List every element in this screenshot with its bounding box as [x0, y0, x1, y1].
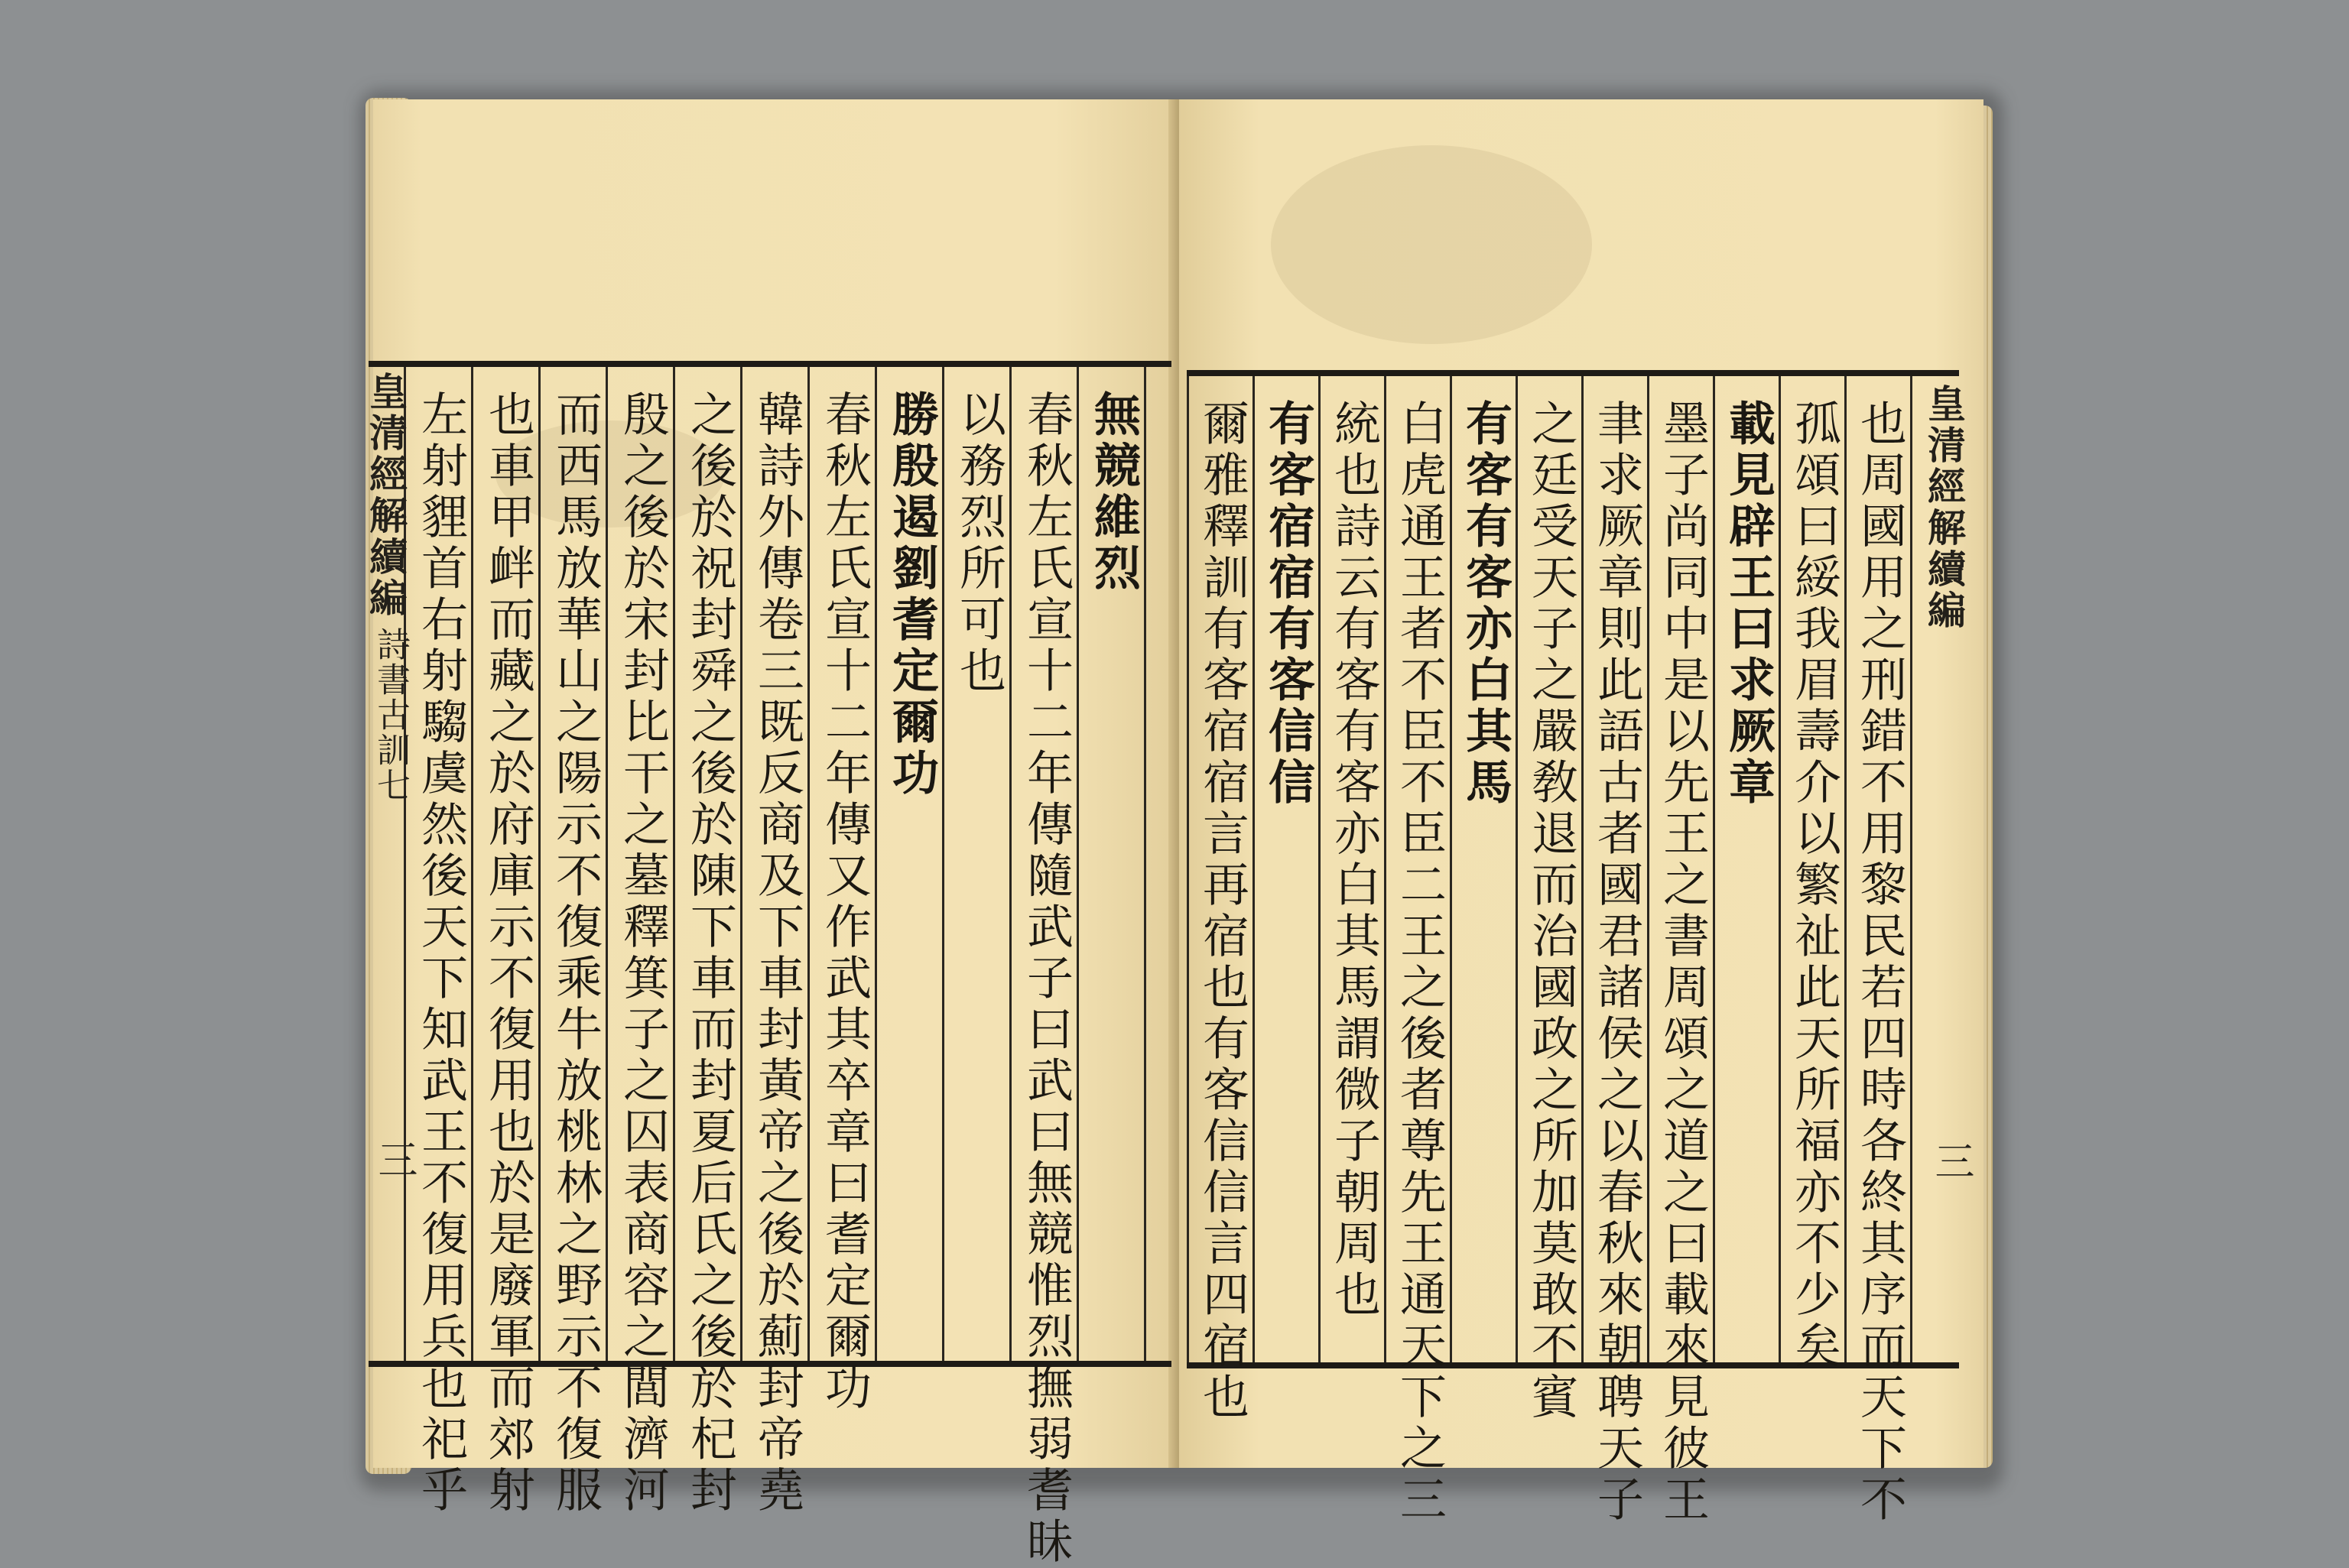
column-rule [1450, 376, 1452, 1362]
column-rule [1144, 367, 1146, 1361]
heading-column: 勝殷遏劉耆定爾功 [885, 390, 939, 800]
folio-number: 三 [1928, 1141, 1974, 1182]
column-rule [673, 367, 675, 1361]
text-column: 聿求厥章則此語古者國君諸侯之以春秋來朝聘天子 [1590, 399, 1644, 1526]
column-rule [538, 367, 541, 1361]
text-column: 白虎通王者不臣不臣二王之後者尊先王通天下之三 [1392, 399, 1447, 1526]
text-column: 也車甲衅而藏之於府庫示不復用也於是廢軍而郊射 [481, 390, 535, 1517]
heading-column: 無競維烈 [1087, 390, 1141, 595]
column-rule [807, 367, 810, 1361]
column-rule [1187, 376, 1189, 1362]
text-column: 墨子尚同中是以先王之書周頌之道之曰載來見彼王 [1655, 399, 1710, 1526]
column-rule [1077, 367, 1079, 1361]
folio-number: 三 [371, 1139, 417, 1180]
right-text-frame [1187, 370, 1974, 1526]
heading-column: 有客宿宿有客信信 [1261, 399, 1315, 809]
column-rule [1384, 376, 1386, 1362]
column-rule [1581, 376, 1584, 1362]
column-rule [1779, 376, 1781, 1362]
text-column: 之廷受天子之嚴敎退而治國政之所加莫敢不賓 [1524, 399, 1578, 1424]
column-rule [1844, 376, 1847, 1362]
text-column: 統也詩云有客有客亦白其馬謂微子朝周也 [1327, 399, 1381, 1321]
text-column: 之後於祝封舜之後於陳下車而封夏后氏之後於杞封 [683, 390, 737, 1517]
column-rule [1252, 376, 1255, 1362]
column-rule [606, 367, 608, 1361]
text-column: 春秋左氏宣十二年傳又作武其卒章曰耆定爾功 [817, 390, 872, 1414]
column-rule [1910, 376, 1912, 1362]
column-rule [875, 367, 877, 1361]
column-rule [471, 367, 473, 1361]
column-rule [1516, 376, 1518, 1362]
column-rule [740, 367, 742, 1361]
text-column: 以務烈所可也 [952, 390, 1006, 697]
margin-title: 皇清經解續編 [363, 372, 408, 619]
text-column: 殷之後於宋封比干之墓釋箕子之囚表商容之閭濟河 [616, 390, 670, 1517]
heading-column: 載見辟王曰求厥章 [1721, 399, 1776, 809]
text-column: 春秋左氏宣十二年傳隨武子曰武曰無競惟烈撫弱耆昧 [1019, 390, 1074, 1568]
column-rule [1647, 376, 1649, 1362]
bleed-through [1271, 145, 1592, 344]
heading-column: 有客有客亦白其馬 [1458, 399, 1512, 809]
text-column: 韓詩外傳卷三既反商及下車封黃帝之後於薊封帝堯 [750, 390, 804, 1517]
text-column: 孤頌曰綏我眉壽介以繁祉此天所福亦不少矣 [1787, 399, 1841, 1372]
text-column: 爾雅釋訓有客宿宿言再宿也有客信信言四宿也 [1195, 399, 1249, 1424]
text-column: 而西馬放華山之陽示不復乘牛放桃林之野示不復服 [548, 390, 603, 1517]
column-rule [1009, 367, 1012, 1361]
column-rule [1713, 376, 1715, 1362]
left-text-frame [363, 361, 1171, 1568]
column-rule [942, 367, 944, 1361]
column-rule [1318, 376, 1321, 1362]
section-label: 詩書古訓七 [371, 627, 410, 803]
text-column: 左射貍首右射騶虞然後天下知武王不復用兵也祀乎 [414, 390, 468, 1517]
margin-title: 皇清經解續編 [1922, 384, 1967, 631]
text-column: 也周國用之刑錯不用黎民若四時各終其序而天下不 [1853, 399, 1907, 1526]
